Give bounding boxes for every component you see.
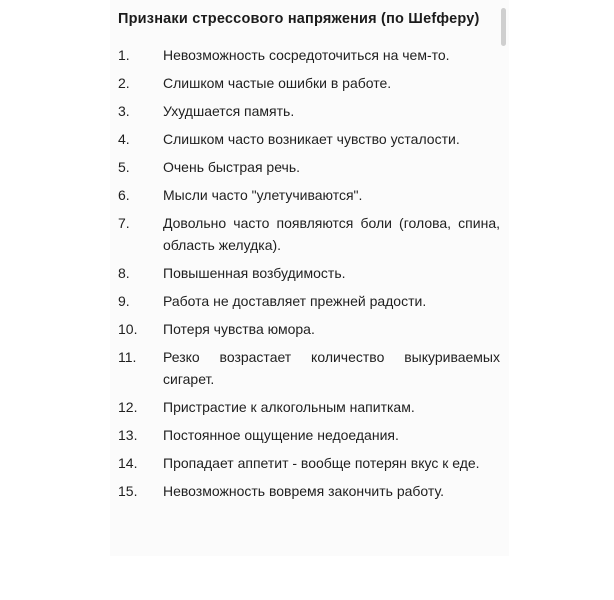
list-item-number: 7. [118,215,130,231]
list-item-text: Очень быстрая речь. [163,159,301,175]
list-item-number: 8. [118,265,130,281]
symptom-list [118,44,500,502]
list-item-number: 1. [118,47,130,63]
list-item-text: Мысли часто "улетучиваются". [163,187,363,203]
vertical-scrollbar-track[interactable] [501,0,506,556]
list-item [118,318,500,340]
list-item-text: Пристрастие к алкогольным напиткам. [163,399,415,415]
list-item [118,156,500,178]
list-item [118,72,500,94]
document-body [118,8,500,502]
list-item [118,452,500,474]
list-item-text: Резко возрастает количество выкуриваемых сигарет. [163,349,500,387]
list-item [118,290,500,312]
list-item [118,212,500,256]
page-title: Признаки стрессового напряжения (по Шefферу) [118,11,480,27]
list-item-text: Невозможность сосредоточиться на чем-то. [163,47,450,63]
list-item-number: 5. [118,159,130,175]
list-item-text: Слишком часто возникает чувство усталости. [163,131,460,147]
list-item-text: Потеря чувства юмора. [163,321,315,337]
list-item-text: Довольно часто появляются боли (голова, спина, область желудка). [163,215,500,253]
list-item-number: 15. [118,483,138,499]
vertical-scrollbar-thumb[interactable] [501,8,506,46]
list-item [118,480,500,502]
list-item-number: 11. [118,349,137,365]
list-item-number: 12. [118,399,138,415]
list-item-text: Пропадает аппетит - вообще потерян вкус к еде. [163,455,480,471]
list-item-number: 6. [118,187,130,203]
list-item-number: 9. [118,293,130,309]
list-item-number: 14. [118,455,138,471]
list-item [118,100,500,122]
list-item-number: 10. [118,321,138,337]
list-item-text: Повышенная возбудимость. [163,265,346,281]
list-item-number: 2. [118,75,130,91]
list-item-number: 4. [118,131,130,147]
list-item [118,346,500,390]
list-item [118,128,500,150]
list-item [118,424,500,446]
list-item-text: Ухудшается память. [163,103,295,119]
list-item-text: Постоянное ощущение недоедания. [163,427,399,443]
list-item-number: 3. [118,103,130,119]
list-item-text: Слишком частые ошибки в работе. [163,75,392,91]
list-item-number: 13. [118,427,138,443]
list-item-text: Работа не доставляет прежней радости. [163,293,427,309]
list-item [118,262,500,284]
list-item [118,44,500,66]
list-item [118,184,500,206]
list-item-text: Невозможность вовремя закончить работу. [163,483,444,499]
list-item [118,396,500,418]
